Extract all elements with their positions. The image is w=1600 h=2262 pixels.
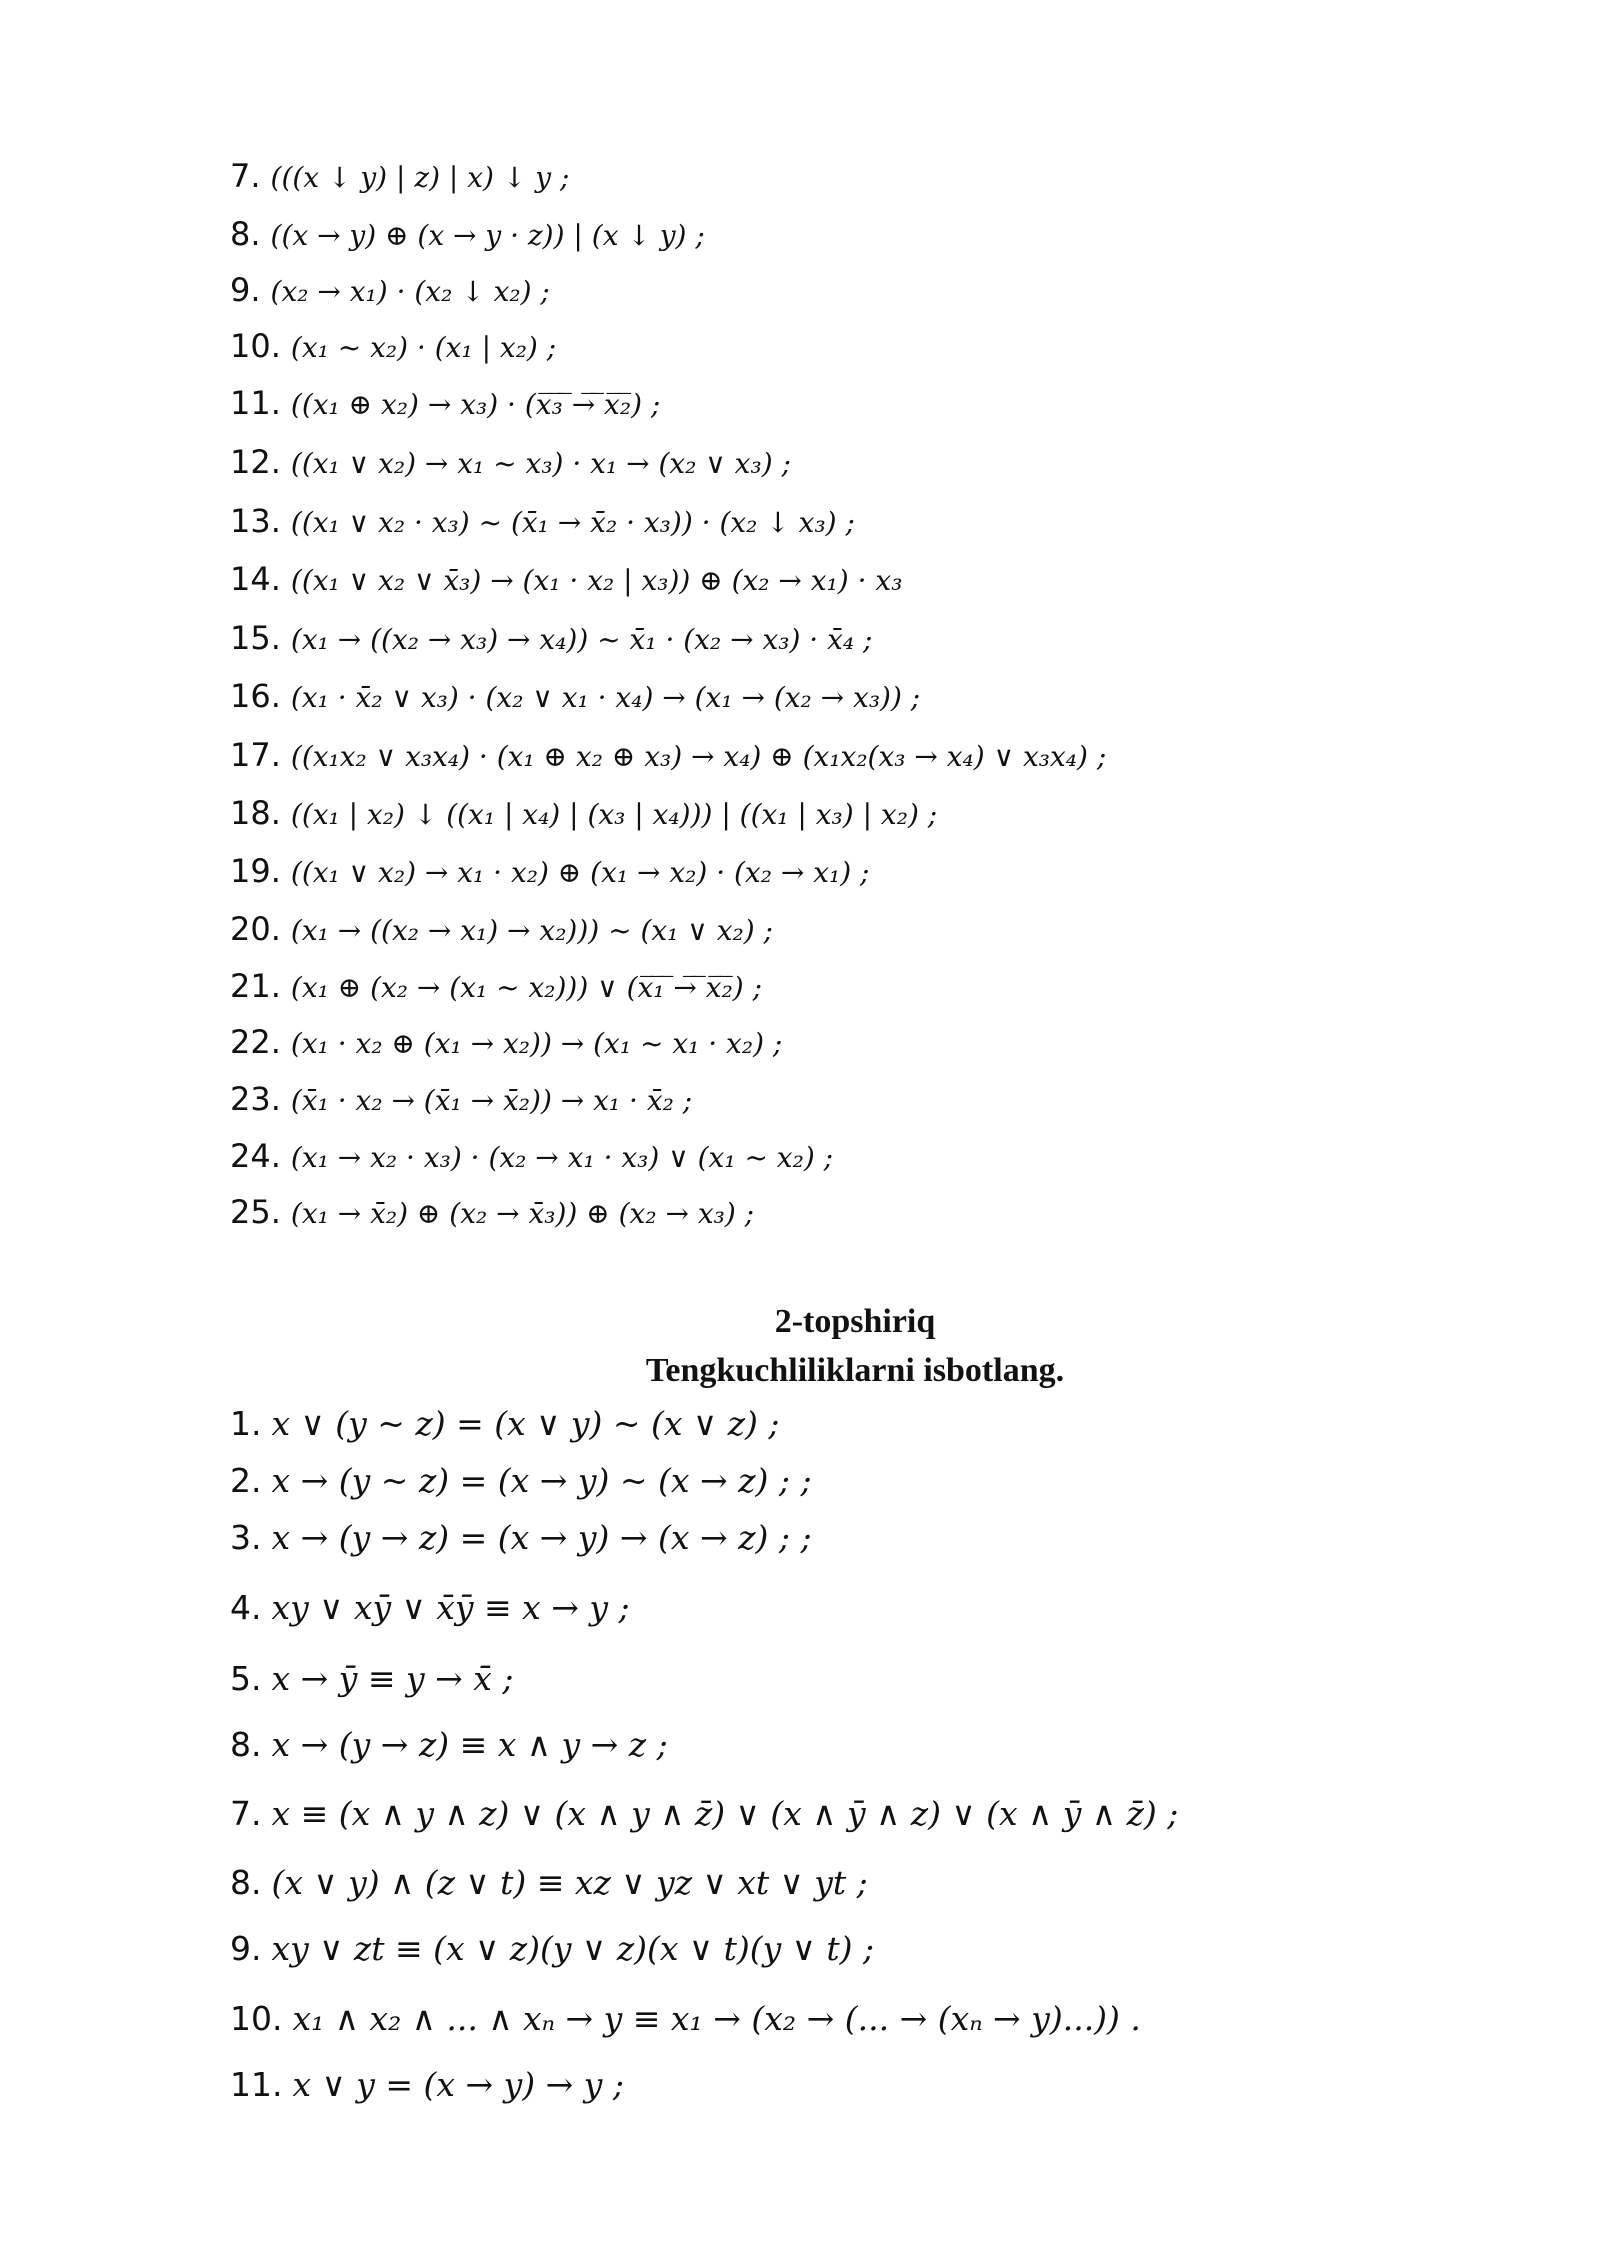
- list-item: [230, 619, 873, 657]
- formula: x₁ ∧ x₂ ∧ ... ∧ xₙ → y ≡ x₁ → (x₂ → (... → (xₙ → y)...)) .: [292, 1999, 1141, 2038]
- formula: ((x₁ ⊕ x₂) → x₃) · (x̅₃̅ ̅→̅ ̅x̅₂̅) ;: [290, 388, 661, 421]
- item-number: 23.: [230, 1080, 281, 1118]
- item-number: 13.: [230, 502, 281, 540]
- list-item: [230, 910, 773, 948]
- item-number: 1.: [230, 1404, 262, 1443]
- list-item: [230, 794, 938, 832]
- formula: (x ∨ y) ∧ (z ∨ t) ≡ xz ∨ yz ∨ xt ∨ yt ;: [271, 1863, 868, 1902]
- item-number: 8.: [230, 1725, 262, 1764]
- item-number: 9.: [230, 271, 261, 309]
- list-item: [230, 1588, 630, 1627]
- formula: ((x₁ ∨ x₂) → x₁ · x₂) ⊕ (x₁ → x₂) · (x₂ → x₁) ;: [290, 856, 870, 889]
- item-number: 10.: [230, 1999, 283, 2038]
- formula: ((x₁ ∨ x₂ · x₃) ~ (x̄₁ → x̄₂ · x₃)) · (x₂ ↓ x₃) ;: [290, 506, 855, 539]
- list-item: [230, 271, 550, 309]
- formula: ((x₁ ∨ x₂) → x₁ ~ x₃) · x₁ → (x₂ ∨ x₃) ;: [290, 447, 791, 480]
- formula: x ∨ (y ~ z) = (x ∨ y) ~ (x ∨ z) ;: [271, 1404, 780, 1443]
- formula: ((x → y) ⊕ (x → y · z)) | (x ↓ y) ;: [270, 219, 705, 252]
- item-number: 22.: [230, 1023, 281, 1061]
- item-number: 24.: [230, 1137, 281, 1175]
- list-item: [230, 852, 870, 890]
- list-item: [230, 1461, 812, 1500]
- list-item: [230, 1023, 783, 1061]
- list-item: [230, 1794, 1179, 1833]
- formula: x ∨ y = (x → y) → y ;: [292, 2065, 625, 2104]
- list-item: [230, 1999, 1141, 2038]
- item-number: 11.: [230, 384, 281, 422]
- formula: ((x₁ ∨ x₂ ∨ x̄₃) → (x₁ · x₂ | x₃)) ⊕ (x₂ → x₁) · x₃: [290, 564, 903, 597]
- list-item: [230, 1659, 514, 1698]
- item-number: 16.: [230, 677, 281, 715]
- list-item: [230, 1518, 812, 1557]
- list-item: [230, 1193, 755, 1231]
- formula: (x₁ · x₂ ⊕ (x₁ → x₂)) → (x₁ ~ x₁ · x₂) ;: [290, 1027, 783, 1060]
- item-number: 17.: [230, 736, 281, 774]
- formula: (((x ↓ y) | z) | x) ↓ y ;: [270, 161, 570, 194]
- item-number: 4.: [230, 1588, 262, 1627]
- item-number: 20.: [230, 910, 281, 948]
- list-item: [230, 327, 557, 365]
- formula: x ≡ (x ∧ y ∧ z) ∨ (x ∧ y ∧ z̄) ∨ (x ∧ ȳ ∧ z) ∨ (x ∧ ȳ ∧ z̄) ;: [271, 1794, 1179, 1833]
- item-number: 25.: [230, 1193, 281, 1231]
- formula: (x̄₁ · x₂ → (x̄₁ → x̄₂)) → x₁ · x̄₂ ;: [290, 1084, 693, 1117]
- list-item: [230, 677, 921, 715]
- section-subtitle: Tengkuchliliklarni isbotlang.: [645, 1352, 1065, 1389]
- item-number: 8.: [230, 1863, 262, 1902]
- list-item: [230, 215, 705, 253]
- list-item: [230, 1863, 868, 1902]
- item-number: 3.: [230, 1518, 262, 1557]
- section-title: 2-topshiriq: [774, 1303, 936, 1340]
- list-item: [230, 736, 1107, 774]
- list-item: [230, 502, 855, 540]
- formula: (x₁ · x̄₂ ∨ x₃) · (x₂ ∨ x₁ · x₄) → (x₁ → (x₂ → x₃)) ;: [290, 681, 921, 714]
- formula: (x₁ ⊕ (x₂ → (x₁ ~ x₂))) ∨ (x̅₁̅ ̅→̅ ̅x̅₂̅) ;: [290, 971, 763, 1004]
- formula: xy ∨ zt ≡ (x ∨ z)(y ∨ z)(x ∨ t)(y ∨ t) ;: [271, 1929, 875, 1968]
- list-item: [230, 1404, 780, 1443]
- formula: xy ∨ xȳ ∨ x̄ȳ ≡ x → y ;: [271, 1588, 630, 1627]
- list-item: [230, 1929, 875, 1968]
- item-number: 5.: [230, 1659, 262, 1698]
- item-number: 11.: [230, 2065, 283, 2104]
- formula: (x₁ → ((x₂ → x₁) → x₂))) ~ (x₁ ∨ x₂) ;: [290, 914, 773, 947]
- list-item: [230, 1725, 668, 1764]
- list-item: [230, 443, 791, 481]
- list-item: [230, 157, 570, 195]
- formula: (x₁ → ((x₂ → x₃) → x₄)) ~ x̄₁ · (x₂ → x₃) · x̄₄ ;: [290, 623, 873, 656]
- list-item: [230, 384, 661, 422]
- item-number: 2.: [230, 1461, 262, 1500]
- item-number: 10.: [230, 327, 281, 365]
- item-number: 9.: [230, 1929, 262, 1968]
- item-number: 19.: [230, 852, 281, 890]
- item-number: 18.: [230, 794, 281, 832]
- formula: (x₁ → x̄₂) ⊕ (x₂ → x̄₃)) ⊕ (x₂ → x₃) ;: [290, 1197, 755, 1230]
- item-number: 8.: [230, 215, 261, 253]
- item-number: 15.: [230, 619, 281, 657]
- formula: x → (y ~ z) = (x → y) ~ (x → z) ; ;: [271, 1461, 812, 1500]
- list-item: [230, 2065, 625, 2104]
- item-number: 21.: [230, 967, 281, 1005]
- item-number: 14.: [230, 560, 281, 598]
- list-item: [230, 1080, 693, 1118]
- formula: ((x₁ | x₂) ↓ ((x₁ | x₄) | (x₃ | x₄))) | ((x₁ | x₃) | x₂) ;: [290, 798, 938, 831]
- formula: (x₁ ~ x₂) · (x₁ | x₂) ;: [290, 331, 557, 364]
- formula: ((x₁x₂ ∨ x₃x₄) · (x₁ ⊕ x₂ ⊕ x₃) → x₄) ⊕ (x₁x₂(x₃ → x₄) ∨ x₃x₄) ;: [290, 740, 1107, 773]
- formula: (x₁ → x₂ · x₃) · (x₂ → x₁ · x₃) ∨ (x₁ ~ x₂) ;: [290, 1141, 834, 1174]
- list-item: [230, 967, 763, 1005]
- formula: x → (y → z) ≡ x ∧ y → z ;: [271, 1725, 668, 1764]
- item-number: 12.: [230, 443, 281, 481]
- list-item: [230, 560, 903, 598]
- item-number: 7.: [230, 1794, 262, 1833]
- item-number: 7.: [230, 157, 261, 195]
- list-item: [230, 1137, 834, 1175]
- formula: (x₂ → x₁) · (x₂ ↓ x₂) ;: [270, 275, 550, 308]
- formula: x → (y → z) = (x → y) → (x → z) ; ;: [271, 1518, 812, 1557]
- formula: x → ȳ ≡ y → x̄ ;: [271, 1659, 514, 1698]
